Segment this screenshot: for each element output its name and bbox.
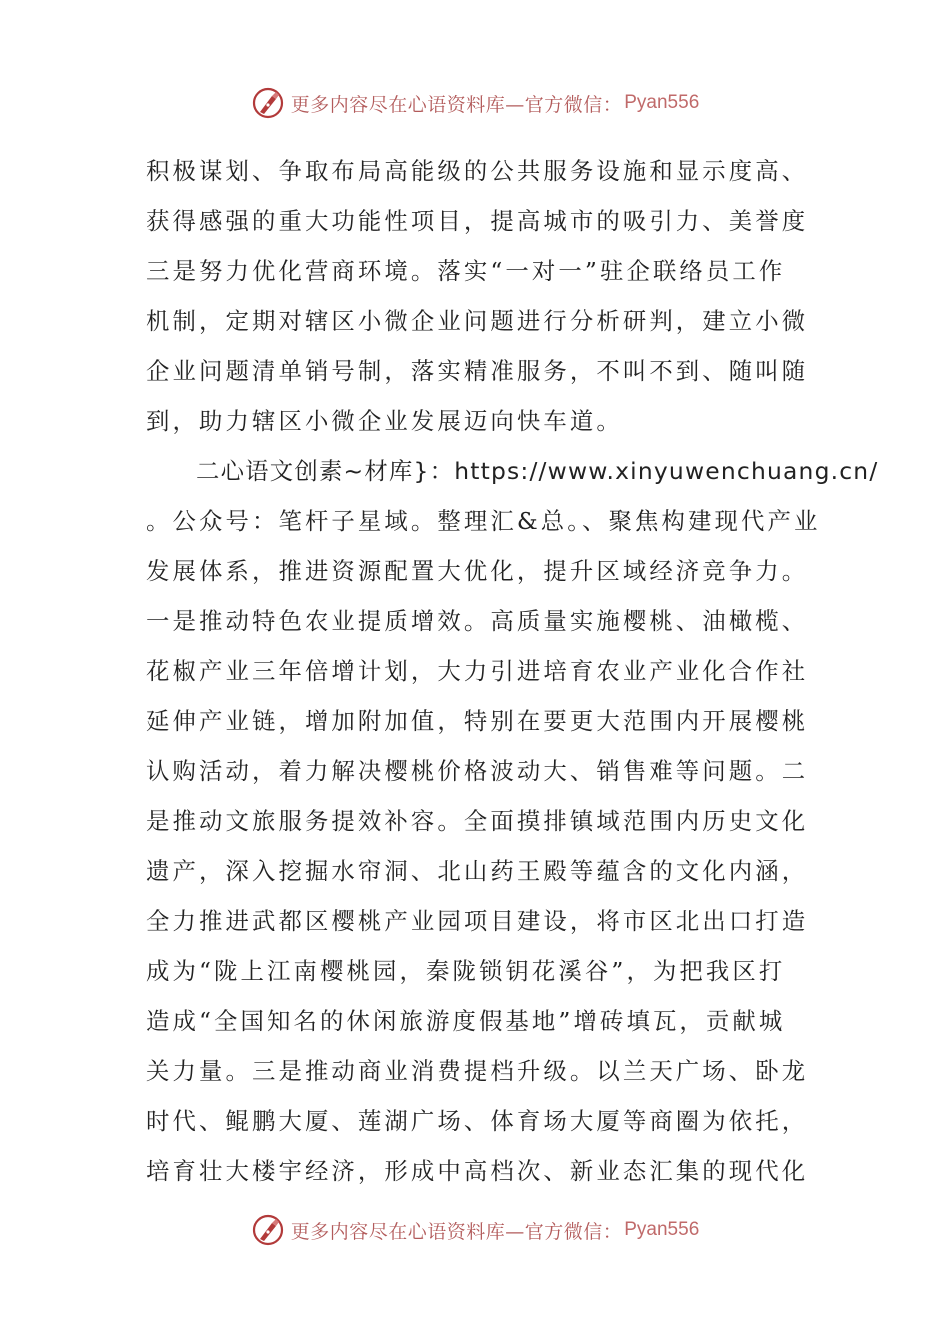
body-line: 积极谋划、争取布局高能级的公共服务设施和显示度高、 bbox=[146, 157, 809, 185]
body-line: 花椒产业三年倍增计划，大力引进培育农业产业化合作社 bbox=[146, 657, 809, 685]
body-line: 是推动文旅服务提效补容。全面摸排镇域范围内历史文化 bbox=[146, 807, 809, 835]
pen-nib-logo-icon bbox=[251, 86, 285, 120]
body-line: 认购活动，着力解决樱桃价格波动大、销售难等问题。二 bbox=[146, 757, 809, 785]
header-banner-text: 更多内容尽在心语资料库—官方微信： bbox=[290, 93, 623, 116]
body-line: 获得感强的重大功能性项目，提高城市的吸引力、美誉度 bbox=[146, 207, 809, 235]
body-line: 。公众号：笔杆子星域。整理汇&总。、聚焦构建现代产业 bbox=[146, 507, 821, 535]
header-banner-handle: Pyan556 bbox=[624, 92, 700, 113]
pen-nib-logo-icon bbox=[251, 1213, 285, 1247]
body-line: 培育壮大楼宇经济，形成中高档次、新业态汇集的现代化 bbox=[146, 1157, 809, 1185]
body-line: 成为“陇上江南樱桃园，秦陇锁钥花溪谷”，为把我区打 bbox=[146, 957, 786, 985]
body-line: 到，助力辖区小微企业发展迈向快车道。 bbox=[146, 407, 623, 435]
body-line: 三是努力优化营商环境。落实“一对一”驻企联络员工作 bbox=[146, 257, 786, 285]
header-banner bbox=[0, 83, 950, 123]
footer-banner bbox=[0, 1210, 950, 1250]
body-line: 关力量。三是推动商业消费提档升级。以兰天广场、卧龙 bbox=[146, 1057, 809, 1085]
body-line: 一是推动特色农业提质增效。高质量实施樱桃、油橄榄、 bbox=[146, 607, 809, 635]
footer-banner-handle: Pyan556 bbox=[624, 1219, 700, 1240]
footer-banner-text: 更多内容尽在心语资料库—官方微信： bbox=[290, 1220, 623, 1243]
body-line: 遗产，深入挖掘水帘洞、北山药王殿等蕴含的文化内涵， bbox=[146, 857, 809, 885]
body-line: 全力推进武都区樱桃产业园项目建设，将市区北出口打造 bbox=[146, 907, 809, 935]
body-line: 机制，定期对辖区小微企业问题进行分析研判，建立小微 bbox=[146, 307, 809, 335]
body-line: 企业问题清单销号制，落实精准服务，不叫不到、随叫随 bbox=[146, 357, 809, 385]
body-line-with-url: 二心语文创素~材库}：https://www.xinyuwenchuang.cn/ bbox=[196, 457, 879, 485]
body-line: 造成“全国知名的休闲旅游度假基地”增砖填瓦，贡献城 bbox=[146, 1007, 786, 1035]
document-body bbox=[146, 146, 879, 1196]
body-line: 发展体系，推进资源配置大优化，提升区域经济竞争力。 bbox=[146, 557, 809, 585]
body-line: 延伸产业链，增加附加值，特别在要更大范围内开展樱桃 bbox=[146, 707, 809, 735]
body-line: 时代、鲲鹏大厦、莲湖广场、体育场大厦等商圈为依托， bbox=[146, 1107, 809, 1135]
